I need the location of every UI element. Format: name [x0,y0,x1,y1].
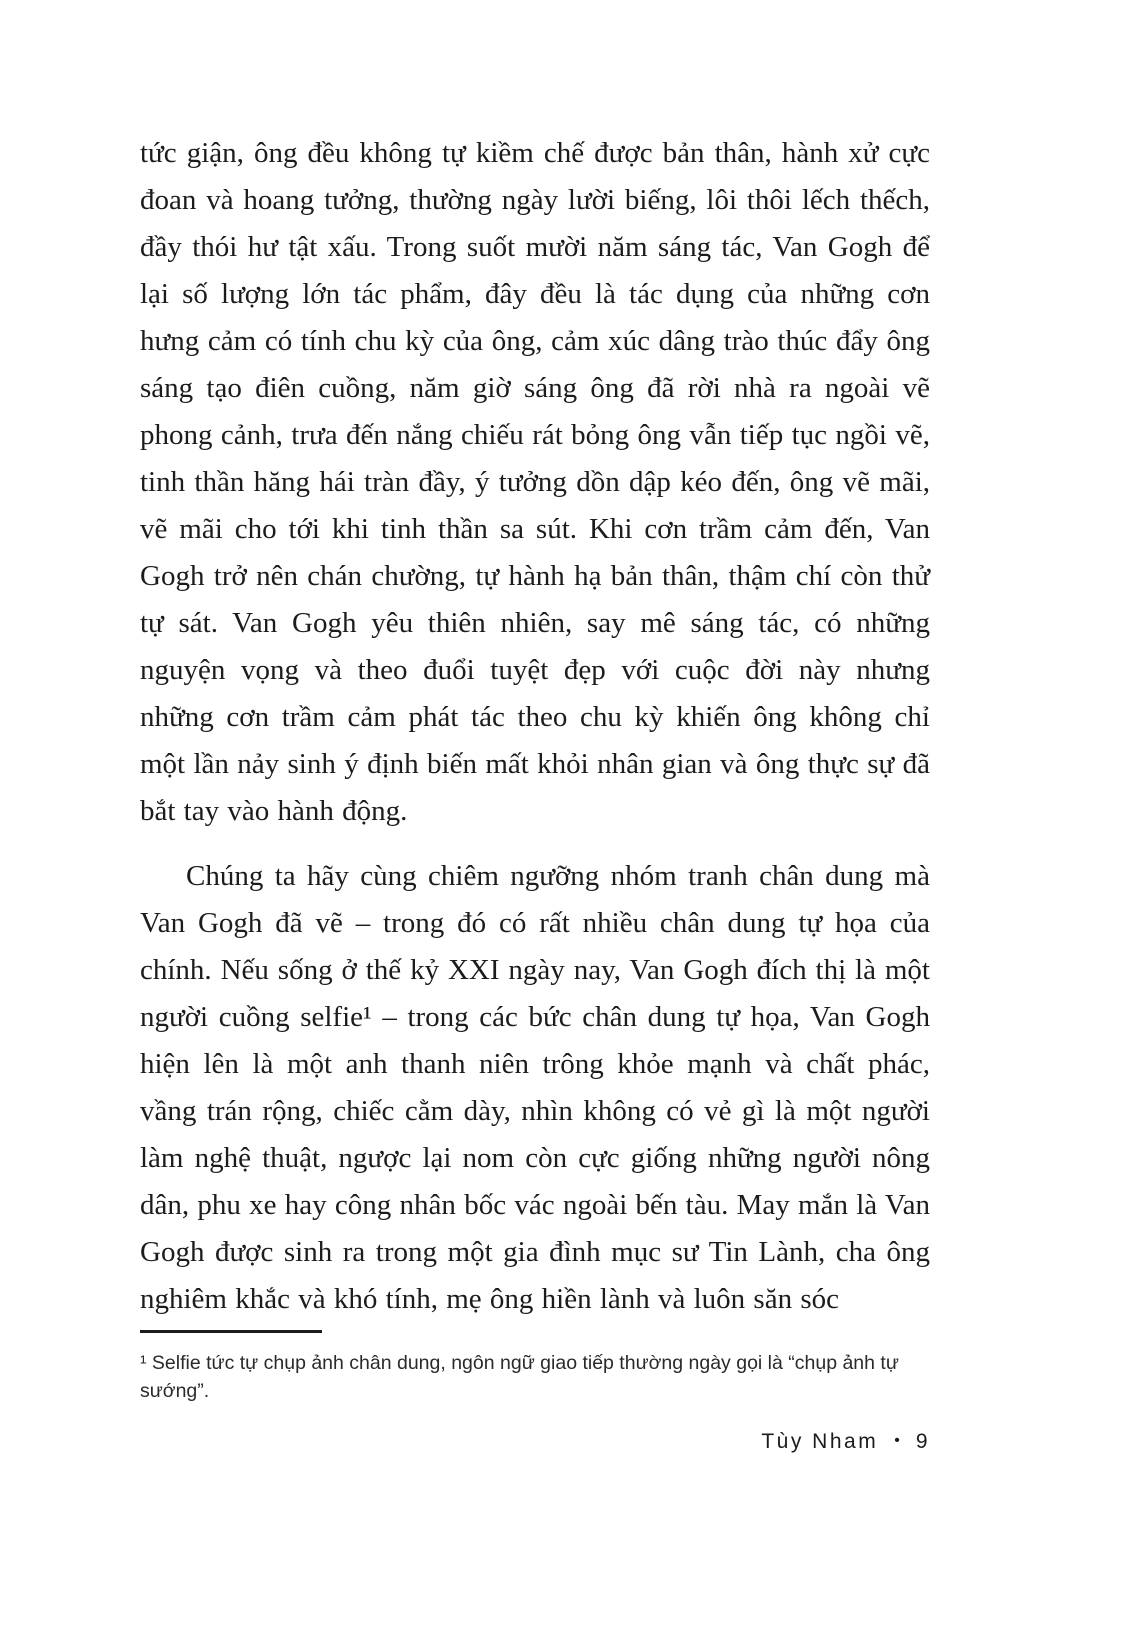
footnote-divider [140,1330,322,1333]
paragraph: Chúng ta hãy cùng chiêm ngưỡng nhóm tranh chân dung mà Van Gogh đã vẽ – trong đó có rất nhiều chân dung tự họa của chính. Nếu sống ở thế kỷ XXI ngày nay, Van Gogh đích thị là một người cuồng selfie¹ – trong các bức chân dung tự họa, Van Gogh hiện lên là một anh thanh niên trông khỏe mạnh và chất phác, vầng trán rộng, chiếc cằm dày, nhìn không có vẻ gì là một người làm nghệ thuật, ngược lại nom còn cực giống những người nông dân, phu xe hay công nhân bốc vác ngoài bến tàu. May mắn là Van Gogh được sinh ra trong một gia đình mục sư Tin Lành, cha ông nghiêm khắc và khó tính, mẹ ông hiền lành và luôn săn sóc [140,860,930,1315]
body-text [140,130,930,1323]
paragraph: tức giận, ông đều không tự kiềm chế được bản thân, hành xử cực đoan và hoang tưởng, thường ngày lười biếng, lôi thôi lếch thếch, đầy thói hư tật xấu. Trong suốt mười năm sáng tác, Van Gogh để lại số lượng lớn tác phẩm, đây đều là tác dụng của những cơn hưng cảm có tính chu kỳ của ông, cảm xúc dâng trào thúc đẩy ông sáng tạo điên cuồng, năm giờ sáng ông đã rời nhà ra ngoài vẽ phong cảnh, trưa đến nắng chiếu rát bỏng ông vẫn tiếp tục ngồi vẽ, tinh thần hăng hái tràn đầy, ý tưởng dồn dập kéo đến, ông vẽ mãi, vẽ mãi cho tới khi tinh thần sa sút. Khi cơn trầm cảm đến, Van Gogh trở nên chán chường, tự hành hạ bản thân, thậm chí còn thử tự sát. Van Gogh yêu thiên nhiên, say mê sáng tác, có những nguyện vọng và theo đuổi tuyệt đẹp với cuộc đời này nhưng những cơn trầm cảm phát tác theo chu kỳ khiến ông không chỉ một lần nảy sinh ý định biến mất khỏi nhân gian và ông thực sự đã bắt tay vào hành động. [140,137,930,827]
page-number: 9 [915,1430,930,1453]
running-title: Tùy Nham [761,1430,879,1453]
page-footer [761,1430,930,1454]
footer-separator: • [894,1432,900,1449]
footnote-text: ¹ Selfie tức tự chụp ảnh chân dung, ngôn ngữ giao tiếp thường ngày gọi là “chụp ảnh tự sướng”. [140,1352,899,1402]
footnote-area [140,1330,930,1405]
